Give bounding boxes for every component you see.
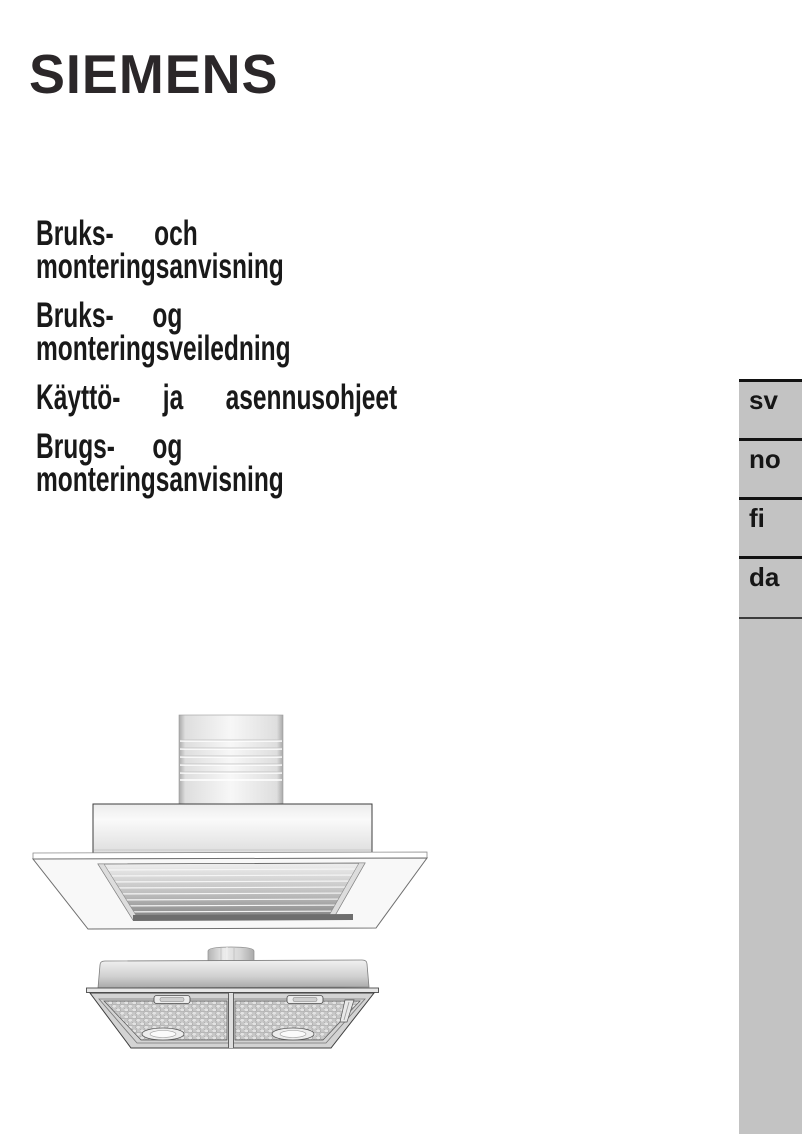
filter-lamp-right (272, 1028, 314, 1040)
siemens-logo: SIEMENS (29, 43, 279, 105)
language-tab-no (739, 438, 802, 497)
filter-divider (229, 993, 234, 1048)
filter-latch-left (154, 996, 190, 1004)
title-swedish (36, 214, 428, 286)
filter-lamp-left (142, 1028, 184, 1040)
filter-unit-rim (87, 988, 379, 993)
duct-connector (208, 947, 254, 962)
language-tab-no-label: no (749, 444, 781, 474)
title-norwegian-line2: monteringsveiledning (36, 329, 291, 368)
title-danish (36, 427, 428, 499)
language-tab-column (739, 379, 802, 1134)
language-tab-da-label: da (749, 562, 780, 592)
language-tab-fi-label: fi (749, 503, 765, 533)
language-tab-sv-label: sv (749, 385, 778, 415)
title-norwegian-word: og (152, 296, 183, 335)
chimney-duct (179, 715, 283, 806)
title-norwegian-word: Bruks- (36, 296, 114, 335)
title-finnish-word: Käyttö- (36, 378, 121, 417)
ceiling-panel (33, 852, 427, 929)
title-swedish-line2: monteringsanvisning (36, 247, 284, 286)
language-column-strip (739, 617, 802, 1134)
title-finnish (36, 378, 428, 417)
title-swedish-word: och (154, 214, 198, 253)
hood-canopy (93, 804, 372, 856)
title-danish-line2: monteringsanvisning (36, 460, 284, 499)
title-danish-word: og (152, 427, 183, 466)
title-swedish-word: Bruks- (36, 214, 114, 253)
language-tab-sv (739, 379, 802, 438)
language-tab-fi (739, 497, 802, 556)
language-tab-da (739, 556, 802, 617)
filter-unit-body (98, 960, 369, 988)
filter-unit (87, 947, 379, 1048)
filter-latch-right (287, 996, 323, 1004)
louver-vent (90, 863, 372, 921)
extractor-hood-illustration (20, 700, 450, 1070)
title-finnish-word: asennusohjeet (225, 378, 398, 417)
title-block (36, 214, 428, 512)
title-norwegian (36, 296, 428, 368)
title-danish-word: Brugs- (36, 427, 115, 466)
title-finnish-word: ja (162, 378, 184, 417)
